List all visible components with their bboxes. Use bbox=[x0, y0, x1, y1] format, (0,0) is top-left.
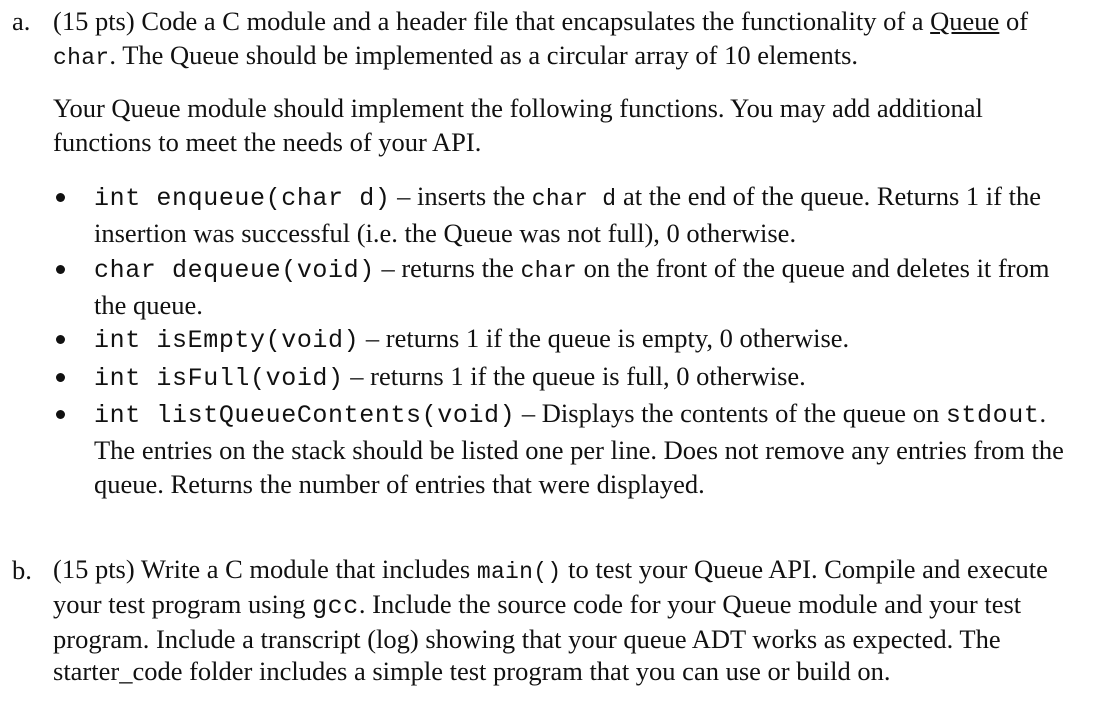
function-description: on the front of the queue and deletes it from the queue. bbox=[94, 253, 1050, 320]
gcc-code: gcc bbox=[312, 592, 359, 621]
part-b-text-2: to test your Queue API. Compile and execute your test program using bbox=[53, 554, 1048, 619]
main-code: main() bbox=[476, 559, 562, 585]
part-a-line1-suffix: of bbox=[999, 6, 1029, 36]
part-b-marker: b. bbox=[12, 555, 32, 585]
queue-underlined-term: Queue bbox=[930, 6, 1000, 36]
function-description: – inserts the bbox=[390, 181, 532, 211]
function-description: . The entries on the stack should be listed one per line. Does not remove any entries from the queue. Returns the number of entries that were displayed. bbox=[94, 398, 1064, 499]
function-signature: int enqueue(char d) bbox=[94, 184, 391, 213]
function-description: – returns the bbox=[374, 253, 521, 283]
part-b-text-1: (15 pts) Write a C module that includes bbox=[53, 554, 477, 584]
part-a-heading bbox=[53, 4, 1100, 75]
function-description: at the end of the queue. Returns 1 if the insertion was successful (i.e. the Queue was not full), 0 otherwise. bbox=[94, 181, 1041, 248]
bullet-text bbox=[94, 321, 1084, 358]
part-a-line2: . The Queue should be implemented as a circular array of 10 elements. bbox=[109, 40, 859, 70]
bullet-dot bbox=[56, 373, 65, 382]
part-b-text-3: . Include the source code for your Queue module and your test program. Include a transcript (log) showing that your queue ADT works as expected. The starter_code folder includes a simple test program that you can use or build on. bbox=[53, 589, 1022, 686]
bullet-dot bbox=[56, 265, 65, 274]
bullet-dot bbox=[56, 193, 65, 202]
function-signature: int isEmpty(void) bbox=[94, 326, 360, 355]
char-code: char bbox=[53, 45, 110, 71]
part-b-text bbox=[53, 553, 1100, 687]
bullet-dot bbox=[56, 410, 65, 419]
function-description: – returns 1 if the queue is full, 0 otherwise. bbox=[343, 361, 806, 391]
bullet-text bbox=[94, 251, 1084, 322]
bullet-text bbox=[94, 179, 1084, 250]
bullet-text bbox=[94, 359, 1084, 396]
inline-code: char bbox=[520, 258, 577, 284]
part-a-marker: a. bbox=[12, 6, 31, 36]
part-a-line1: (15 pts) Code a C module and a header file that encapsulates the functionality of a bbox=[53, 6, 931, 36]
function-signature: int isFull(void) bbox=[94, 364, 344, 393]
bullet-dot bbox=[56, 335, 65, 344]
function-signature: int listQueueContents(void) bbox=[94, 401, 516, 430]
function-description: – Displays the contents of the queue on bbox=[515, 398, 946, 428]
bullet-text bbox=[94, 396, 1084, 501]
function-signature: char dequeue(void) bbox=[94, 256, 375, 285]
inline-code: stdout bbox=[945, 401, 1040, 430]
function-description: – returns 1 if the queue is empty, 0 otherwise. bbox=[359, 323, 850, 353]
inline-code: char d bbox=[531, 186, 617, 212]
part-a-intro: Your Queue module should implement the following functions. You may add additional functions to meet the needs of your API. bbox=[53, 93, 983, 157]
